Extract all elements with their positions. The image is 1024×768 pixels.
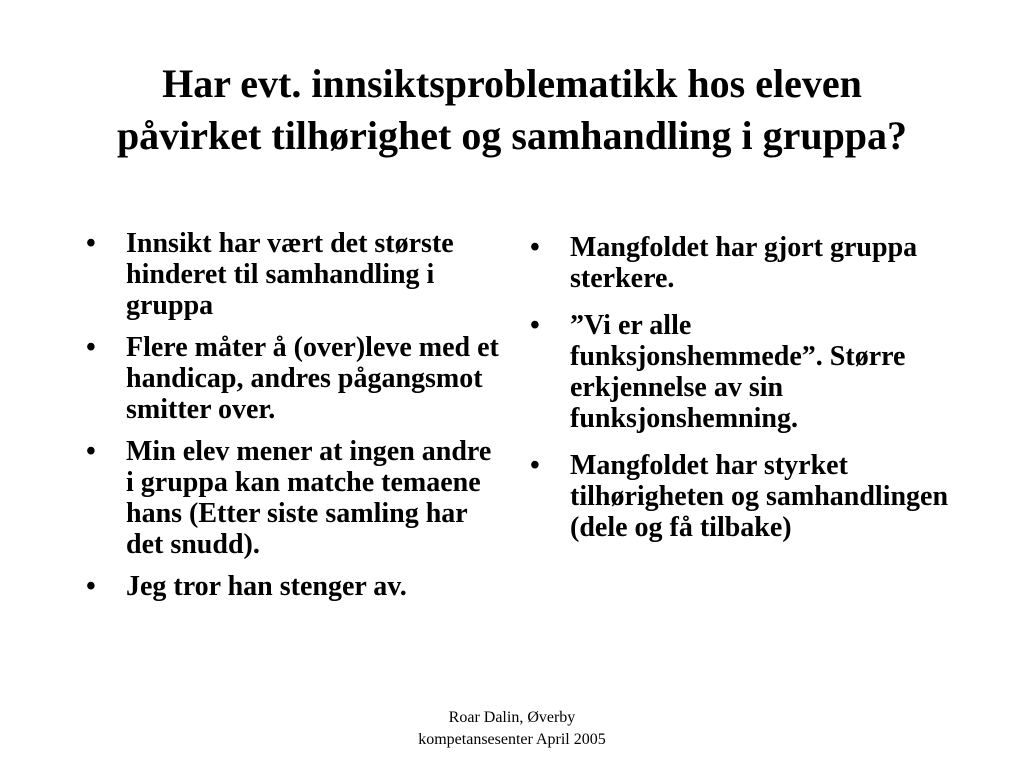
list-item-text: Mangfoldet har styrket tilhørigheten og samhandlingen (dele og få tilbake) [570,450,949,543]
footer-author: Roar Dalin, Øverby [448,709,576,726]
list-item-text: Innsikt har vært det største hinderet til samhandling i gruppa [126,228,454,321]
bullet-icon: • [86,571,96,602]
bullet-icon: • [86,436,96,467]
list-item [530,450,950,543]
list-item-text: Min elev mener at ingen andre i gruppa kan matche temaene hans (Etter siste samling har det snudd). [126,436,492,560]
footer-organization-date: kompetansesenter April 2005 [418,731,606,748]
right-bullet-list [530,232,950,559]
list-item [86,332,506,425]
list-item-text: Jeg tror han stenger av. [126,571,407,602]
slide-footer [362,707,662,751]
bullet-icon: • [530,450,540,481]
slide-title: Har evt. innsiktsproblematikk hos eleven påvirket tilhørighet og samhandling i gruppa? [116,61,908,158]
bullet-icon: • [86,332,96,363]
bullet-icon: • [86,228,96,259]
list-item [86,228,506,321]
list-item-text: ”Vi er alle funksjonshemmede”. Større erkjennelse av sin funksjonshemning. [570,310,906,434]
left-bullet-list [86,228,506,613]
list-item [530,232,950,294]
list-item [86,571,506,602]
list-item [530,310,950,434]
bullet-icon: • [530,310,540,341]
bullet-icon: • [530,232,540,263]
list-item [86,436,506,560]
list-item-text: Mangfoldet har gjort gruppa sterkere. [570,232,918,294]
list-item-text: Flere måter å (over)leve med et handicap, andres pågangsmot smitter over. [126,332,499,425]
